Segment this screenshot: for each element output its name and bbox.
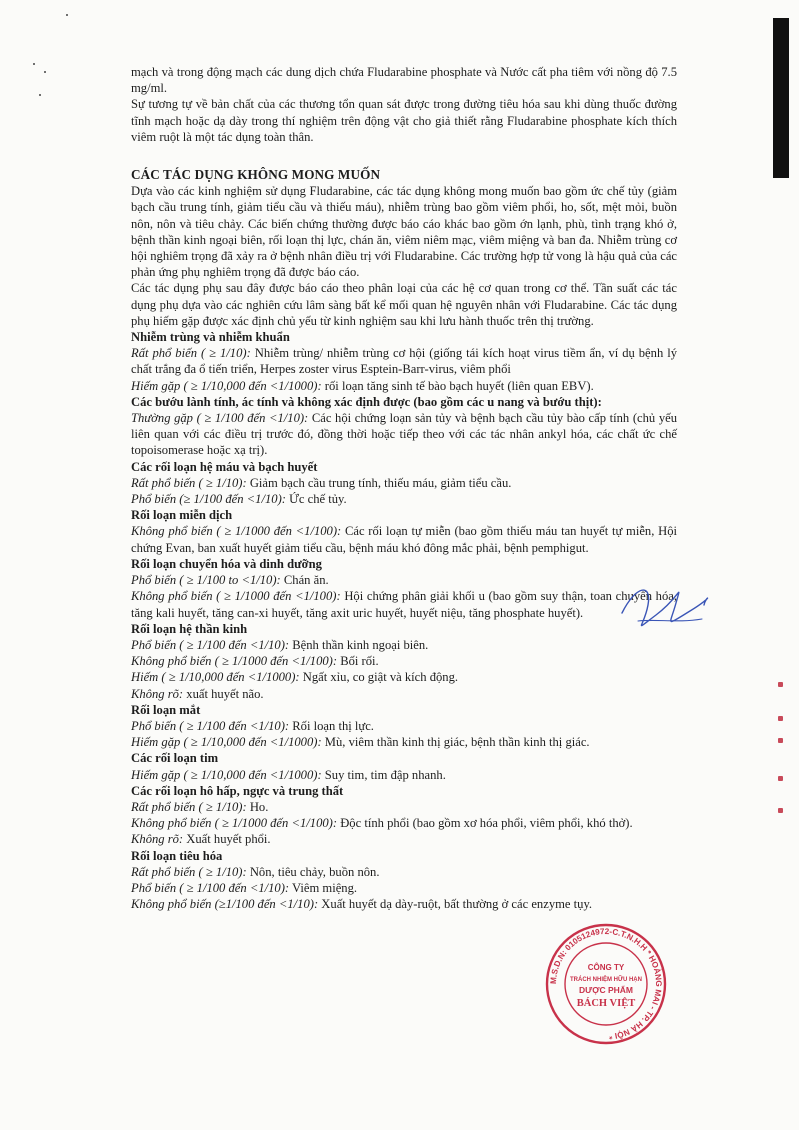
paragraph [131, 280, 677, 329]
frequency-label: Phổ biến (≥ 1/100 đến <1/10): [131, 492, 286, 507]
paragraph-text: Mù, viêm thần kinh thị giác, bệnh thần kinh thị giác. [321, 735, 590, 750]
paragraph [131, 475, 677, 491]
paragraph [131, 669, 677, 685]
subsection-heading [131, 621, 677, 637]
paragraph-text: CÁC TÁC DỤNG KHÔNG MONG MUỐN [131, 167, 381, 183]
subsection-heading [131, 702, 677, 718]
paragraph-text: mạch và trong động mạch các dung dịch chứa Fludarabine phosphate và Nước cất pha tiêm với nồng độ 7.5 mg/ml. [131, 65, 677, 96]
paragraph-text: Rối loạn tiêu hóa [131, 848, 223, 863]
subsection-heading [131, 394, 677, 410]
frequency-label: Rất phổ biến ( ≥ 1/10): [131, 475, 247, 490]
frequency-label: Không phổ biến (≥1/100 đến <1/10): [131, 897, 319, 912]
subsection-heading [131, 329, 677, 345]
paragraph [131, 523, 677, 555]
paragraph [131, 864, 677, 880]
paragraph-text: Giảm bạch cầu trung tính, thiếu máu, giảm tiểu cầu. [246, 475, 512, 490]
frequency-label: Hiếm gặp ( ≥ 1/10,000 đến <1/1000): [131, 378, 322, 393]
paragraph [131, 799, 677, 815]
scan-speck [66, 14, 68, 16]
frequency-label: Không phổ biến ( ≥ 1/1000 đến <1/100): [131, 524, 342, 539]
paragraph-text: xuất huyết não. [183, 686, 264, 701]
paragraph-text: Rối loạn mắt [131, 702, 201, 717]
paragraph [131, 718, 677, 734]
paragraph-text: Ho. [246, 799, 269, 814]
paragraph-text: Rối loạn hệ thần kinh [131, 621, 248, 636]
subsection-heading [131, 750, 677, 766]
paragraph-text: Bệnh thần kinh ngoại biên. [289, 637, 429, 652]
stamp-line-4: BÁCH VIỆT [576, 998, 636, 1009]
paragraph [131, 378, 677, 394]
frequency-label: Không rõ: [131, 686, 184, 701]
paragraph-text: Rối loạn thị lực. [289, 718, 374, 733]
frequency-label: Phổ biến ( ≥ 1/100 đến <1/10): [131, 880, 290, 895]
frequency-label: Phổ biến ( ≥ 1/100 đến <1/10): [131, 718, 290, 733]
scan-red-mark [778, 776, 783, 781]
paragraph [131, 410, 677, 459]
frequency-label: Không phổ biến ( ≥ 1/1000 đến <1/100): [131, 589, 341, 604]
paragraph [131, 637, 677, 653]
paragraph [131, 345, 677, 377]
paragraph-text: Các tác dụng phụ sau đây được báo cáo theo phân loại của các hệ cơ quan trong cơ thể. Tần suất các tác dụng phụ dựa vào các nghiên cứu lâm sàng bất kể mối quan hệ nguyên nhân với Fludarabine. Các tác dụng phụ hiếm gặp được xác định chủ yếu từ kinh nghiệm sau khi lưu hành thuốc trên thị trường. [131, 281, 677, 328]
scan-red-mark [778, 716, 783, 721]
frequency-label: Không phổ biến ( ≥ 1/1000 đến <1/100): [131, 654, 338, 669]
frequency-label: Rất phổ biến ( ≥ 1/10): [131, 799, 247, 814]
paragraph [131, 572, 677, 588]
frequency-label: Không rõ: [131, 832, 184, 847]
paragraph [131, 183, 677, 280]
paragraph [131, 815, 677, 831]
paragraph-text: Xuất huyết dạ dày-ruột, bất thường ở các enzyme tụy. [318, 897, 593, 912]
paragraph [131, 831, 677, 847]
paragraph-text: Độc tính phổi (bao gồm xơ hóa phổi, viêm phổi, khó thở). [337, 816, 633, 831]
subsection-heading [131, 783, 677, 799]
paragraph-text: Bối rối. [337, 654, 379, 669]
paragraph-text: Các bướu lành tính, ác tính và không xác định được (bao gồm các u nang và bướu thịt): [131, 394, 602, 409]
paragraph [131, 896, 677, 912]
paragraph [131, 880, 677, 896]
paragraph-text: Hội chứng phân giải khối u (bao gồm suy thận, toan chuyển hóa, tăng kali huyết, tăng can-xi huyết, tăng axit uric huyết, huyết niệu, tăng phosphate huyết). [131, 589, 678, 620]
paragraph-text: Các rối loạn hô hấp, ngực và trung thất [131, 783, 344, 798]
paragraph-text: Dựa vào các kinh nghiệm sử dụng Fludarabine, các tác dụng không mong muốn bao gồm ức chế tủy (giảm bạch cầu trung tính, giảm tiểu cầu và thiếu máu), nhiễm trùng bao gồm viêm phổi, ho, sốt, mệt mỏi, buồn nôn, nôn và tiêu chảy. Các biến chứng thường được báo cáo khác bao gồm ớn lạnh, phù, tình trạng khó ở, bệnh thần kinh ngoại biên, rối loạn thị lực, chán ăn, viêm niêm mạc, viêm miệng và ban đa. Nhiễm trùng cơ hội nghiêm trọng đã xảy ra ở bệnh nhân điều trị với Fludarabine. Các trường hợp tử vong là hậu quả của các phản ứng phụ nghiêm trọng đã được báo cáo. [131, 184, 677, 280]
scan-red-mark [778, 808, 783, 813]
paragraph-text: Nhiễm trùng/ nhiễm trùng cơ hội (giống tái kích hoạt virus tiềm ẩn, ví dụ bệnh lý chất trắng đa ổ tiến triển, Herpes zoster virus Esptein-Barr-virus, viêm phổi [131, 346, 678, 377]
scan-red-mark [778, 682, 783, 687]
subsection-heading [131, 848, 677, 864]
paragraph-text: Ngất xỉu, co giật và kích động. [299, 670, 459, 685]
frequency-label: Phổ biến ( ≥ 1/100 đến <1/10): [131, 637, 290, 652]
frequency-label: Rất phổ biến ( ≥ 1/10): [131, 864, 247, 879]
paragraph-text: rối loạn tăng sinh tế bào bạch huyết (liên quan EBV). [321, 378, 594, 393]
frequency-label: Hiếm gặp ( ≥ 1/10,000 đến <1/1000): [131, 735, 322, 750]
paragraph-text: Xuất huyết phổi. [183, 832, 271, 847]
paragraph [131, 588, 677, 620]
paragraph-text: Các rối loạn hệ máu và bạch huyết [131, 459, 318, 474]
scan-speck [44, 71, 46, 73]
subsection-heading [131, 507, 677, 523]
stamp-line-3: DƯỢC PHẨM [579, 985, 633, 995]
paragraph [131, 491, 677, 507]
subsection-heading [131, 459, 677, 475]
paragraph-text: Rối loạn miễn dịch [131, 508, 233, 523]
frequency-label: Hiếm gặp ( ≥ 1/10,000 đến <1/1000): [131, 767, 322, 782]
paragraph-text: Nôn, tiêu chảy, buồn nôn. [246, 864, 380, 879]
stamp-ring-text: M.S.D.N: 0105124972-C.T.N.H.H * HOÀNG MAI - TP. HÀ NỘI * [548, 926, 664, 1041]
frequency-label: Không phổ biến ( ≥ 1/1000 đến <1/100): [131, 816, 338, 831]
scan-edge-bar [773, 18, 789, 178]
company-stamp [544, 922, 668, 1046]
paragraph-text: Rối loạn chuyển hóa và dinh dưỡng [131, 556, 322, 571]
paragraph-text: Chán ăn. [280, 573, 329, 588]
paragraph-text: Ức chế tủy. [285, 492, 347, 507]
paragraph [131, 64, 677, 96]
frequency-label: Phổ biến ( ≥ 1/100 to <1/10): [131, 573, 281, 588]
frequency-label: Thường gặp ( ≥ 1/100 đến <1/10): [131, 411, 309, 426]
scan-red-mark [778, 738, 783, 743]
paragraph-text: Suy tim, tim đập nhanh. [321, 767, 446, 782]
paragraph [131, 653, 677, 669]
paragraph-text: Các hội chứng loạn sản tủy và bệnh bạch cầu tủy bào cấp tính (chủ yếu liên quan với các điều trị trước đó, đồng thời hoặc tiếp theo với các tác nhân ankyl hóa, các chất ức chế topoisomerase hoặc xạ trị). [131, 411, 677, 458]
paragraph-text: Các rối loạn tim [131, 751, 219, 766]
frequency-label: Hiếm ( ≥ 1/10,000 đến <1/1000): [131, 670, 300, 685]
paragraph [131, 96, 677, 145]
paragraph [131, 734, 677, 750]
paragraph-text: Các rối loạn tự miễn (bao gồm thiếu máu tan huyết tự miễn, Hội chứng Evan, ban xuất huyết giảm tiểu cầu, bệnh máu khó đông mắc phải, bệnh pemphigut. [131, 524, 677, 555]
section-heading [131, 167, 677, 183]
paragraph-text: Nhiễm trùng và nhiễm khuẩn [131, 330, 290, 345]
document-body [131, 64, 677, 912]
stamp-line-2: TRÁCH NHIỆM HỮU HẠN [570, 977, 642, 983]
frequency-label: Rất phổ biến ( ≥ 1/10): [131, 346, 251, 361]
stamp-line-1: CÔNG TY [587, 963, 625, 972]
paragraph-text: Sự tương tự về bản chất của các thương tổn quan sát được trong đường tiêu hóa sau khi dùng thuốc đường tĩnh mạch hoặc dạ dày trong thí nghiệm trên động vật cho giả thiết rằng Fludarabine phosphate kích thích viêm ruột là một tác dụng toàn thân. [131, 97, 677, 144]
paragraph [131, 686, 677, 702]
scan-speck [33, 63, 35, 65]
subsection-heading [131, 556, 677, 572]
paragraph [131, 767, 677, 783]
paragraph-text: Viêm miệng. [289, 880, 358, 895]
scan-speck [39, 94, 41, 96]
signature [618, 575, 710, 635]
